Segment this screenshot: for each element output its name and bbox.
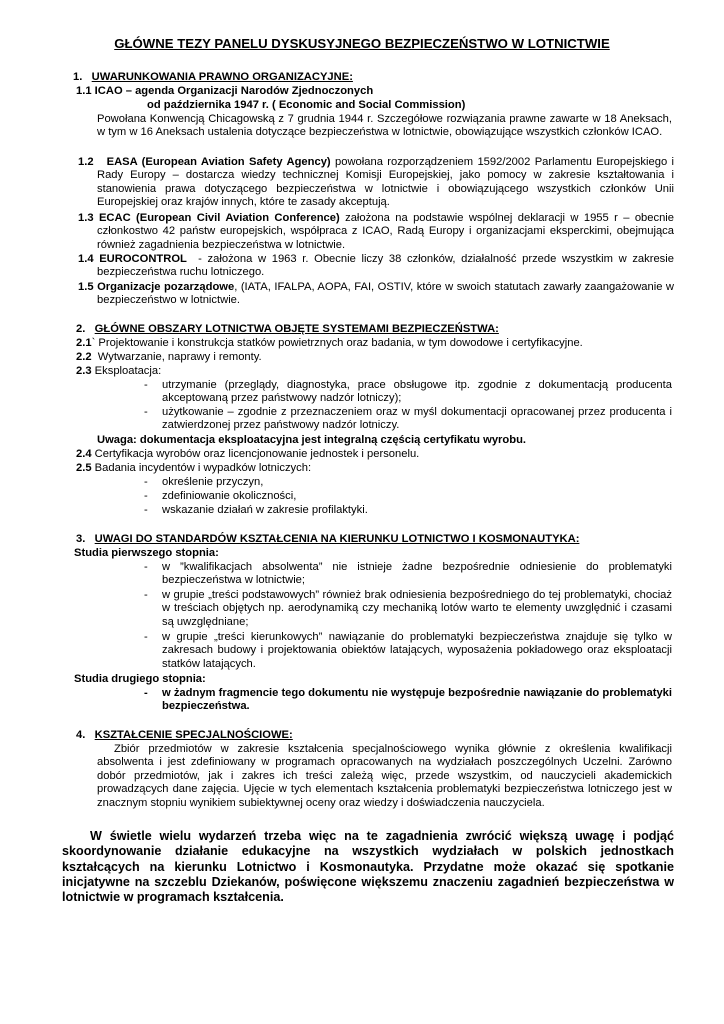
section-2-title: GŁÓWNE OBSZARY LOTNICTWA OBJĘTE SYSTEMAMI BEZPIECZEŃSTWA: xyxy=(94,323,499,335)
note-documentation: Uwaga: dokumentacja eksploatacyjna jest integralną częścią certyfikatu wyrobu. xyxy=(97,434,527,446)
first-degree-dash-2: - w grupie „treści podstawowych” również brak odniesienia bezpośredniego do tej problematyki, chociaż w treściach objętych np. aerodynamiką czy mechaniką lotów warto te elementy uwzględnić i czasami są uwzględniane; xyxy=(144,589,672,628)
second-degree-dash-1: - w żadnym fragmencie tego dokumentu nie występuje bezpośrednie nawiązanie do problematyki bezpieczeństwa. xyxy=(144,687,672,713)
item-2-4: 2.4 Certyfikacja wyrobów oraz licencjonowanie jednostek i personelu. xyxy=(76,448,420,460)
item-2-3-dash-2: - użytkowanie – zgodnie z przeznaczeniem oraz w myśl dokumentacji opracowanej przez producenta i zatwierdzonej przez państwowy nadzór lotniczy. xyxy=(144,406,672,432)
second-degree-heading: Studia drugiego stopnia: xyxy=(74,673,206,685)
first-degree-heading: Studia pierwszego stopnia: xyxy=(74,547,219,559)
item-1-2-text: powołana rozporządzeniem 1592/2002 Parlamentu Europejskiego i Rady Europy – dostarcza wiedzy technicznej Komisji Europejskiej, jako pomocy w zakresie kształtowania i stanowienia prawa dotyczącego bezpieczeństwa w lotnictwie i obowiązującego wszystkich członków Unii Europejskiej oraz krajów innych, które te zasady akceptują. xyxy=(97,156,675,209)
section-2-heading: 2. GŁÓWNE OBSZARY LOTNICTWA OBJĘTE SYSTEMAMI BEZPIECZEŃSTWA: xyxy=(76,323,499,335)
item-1-3-text: założona na podstawie wspólnej deklaracji w 1955 r – obecnie członkostwo 42 państw europejskich, współpraca z ICAO, Radą Europy i organizacjami eksperckimi, obejmująca również zagadnienia bezpieczeństwa w lotnictwie. xyxy=(97,212,675,251)
item-2-5-dash-2: - zdefiniowanie okoliczności, xyxy=(144,490,297,502)
item-1-2: 1.2 EASA (European Aviation Safety Agency) powołana rozporządzeniem 1592/2002 Parlamentu Europejskiego i Rady Europy – dostarcza wiedzy technicznej Komisji Europejskiej, jako pomocy w zakresie kształtowania i stanowienia prawa dotyczącego bezpieczeństwa w lotnictwie i obowiązującego wszystkich członków Unii Europejskiej oraz krajów innych, które te zasady akceptują. xyxy=(78,156,675,209)
item-1-1-heading: 1.1 ICAO – agenda Organizacji Narodów Zjednoczonych xyxy=(76,85,374,97)
item-1-5: 1.5 Organizacje pozarządowe, (IATA, IFALPA, AOPA, FAI, OSTIV, które w swoich statutach zawarły zaangażowanie w bezpieczeństwo w lotnictwie. xyxy=(78,281,674,307)
item-1-3: 1.3 ECAC (European Civil Aviation Conference) założona na podstawie wspólnej deklaracji w 1955 r – obecnie członkostwo 42 państw europejskich, współpraca z ICAO, Radą Europy i organizacjami eksperckimi, obejmująca również zagadnienia bezpieczeństwa w lotnictwie. xyxy=(78,212,675,251)
first-degree-dash-3: - w grupie „treści kierunkowych” nawiązanie do problematyki bezpieczeństwa znajduje się tylko w zakresach budowy i projektowania obiektów latających, wyposażenia pokładowego oraz eksploatacji statków latających. xyxy=(144,631,672,670)
item-1-1-subheading: od października 1947 r. ( Economic and Social Commission) xyxy=(147,99,466,111)
conclusion-paragraph: W świetle wielu wydarzeń trzeba więc na te zagadnienia zwrócić większą uwagę i podjąć skoordynowanie działanie edukacyjne na wszystkich wydziałach w polskich jednostkach kształcących na kierunku Lotnictwo i Kosmonautyka. Przydatne może okazać się spotkanie inicjatywne na szczeblu Dziekanów, poświęcone większemu znaczeniu zagadnień bezpieczeństwa w lotnictwie w programach kształcenia. xyxy=(62,829,674,905)
item-2-2: 2.2 Wytwarzanie, naprawy i remonty. xyxy=(76,351,262,363)
section-3-heading: 3. UWAGI DO STANDARDÓW KSZTAŁCENIA NA KIERUNKU LOTNICTWO I KOSMONAUTYKA: xyxy=(76,533,580,545)
item-1-3-heading: ECAC (European Civil Aviation Conference) xyxy=(98,212,340,224)
item-2-5-dash-1: - określenie przyczyn, xyxy=(144,476,264,488)
page-title: GŁÓWNE TEZY PANELU DYSKUSYJNEGO BEZPIECZEŃSTWO W LOTNICTWIE xyxy=(114,36,610,51)
item-1-4-heading: EUROCONTROL xyxy=(99,253,187,265)
item-2-5-dash-3: - wskazanie działań w zakresie profilaktyki. xyxy=(144,504,368,516)
section-1-title: UWARUNKOWANIA PRAWNO ORGANIZACYJNE: xyxy=(91,71,353,83)
item-1-4: 1.4 EUROCONTROL - założona w 1963 r. Obecnie liczy 38 członków, działalność przede wszystkim w zakresie bezpieczeństwa ruchu lotniczego. xyxy=(78,253,674,279)
item-1-4-text: - założona w 1963 r. Obecnie liczy 38 członków, działalność przede wszystkim w zakresie bezpieczeństwa ruchu lotniczego. xyxy=(97,253,674,279)
first-degree-dash-1: - w ”kwalifikacjach absolwenta” nie istnieje żadne bezpośrednie odniesienie do problematyki bezpieczeństwa w lotnictwie; xyxy=(144,561,672,587)
item-2-5: 2.5 Badania incydentów i wypadków lotniczych: xyxy=(76,462,312,474)
section-3-title: UWAGI DO STANDARDÓW KSZTAŁCENIA NA KIERUNKU LOTNICTWO I KOSMONAUTYKA: xyxy=(94,533,580,545)
item-1-2-heading: EASA (European Aviation Safety Agency) xyxy=(106,156,331,168)
item-1-5-heading: Organizacje pozarządowe xyxy=(97,281,235,293)
section-4-heading: 4. KSZTAŁCENIE SPECJALNOŚCIOWE: xyxy=(76,729,293,741)
item-1-5-text: , (IATA, IFALPA, AOPA, FAI, OSTIV, które w swoich statutach zawarły zaangażowanie w bezpieczeństwo w lotnictwie. xyxy=(97,281,674,307)
item-2-3-dash-1: - utrzymanie (przeglądy, diagnostyka, prace obsługowe itp. zgodnie z dokumentacją producenta akceptowaną przez państwowy nadzór lotniczy); xyxy=(144,379,672,405)
section-1-heading: 1. UWARUNKOWANIA PRAWNO ORGANIZACYJNE: xyxy=(73,71,353,83)
item-1-1-text: Powołana Konwencją Chicagowską z 7 grudnia 1944 r. Szczegółowe rozwiązania prawne zawarte w 18 Aneksach, w tym w 16 Aneksach ustalenia dotyczące bezpieczeństwa w lotnictwie, obowiązujące wszystkich członków ICAO. xyxy=(97,113,672,139)
section-4-text: Zbiór przedmiotów w zakresie kształcenia specjalnościowego wynika głównie z określenia kwalifikacji absolwenta i jest zdefiniowany w programach opracowanych na wydziałach poszczególnych Uczelni. Zarówno dobór przedmiotów, jak i zakres ich treści zależą więc, przede wszystkim, od nauczycieli akademickich prowadzących dane zajęcia. Ujęcie w tych elementach kształcenia problematyki bezpieczeństwa lotniczego jest w znacznym stopniu wynikiem subiektywnej oceny oraz wiedzy i doświadczenia nauczyciela. xyxy=(97,743,672,809)
section-4-title: KSZTAŁCENIE SPECJALNOŚCIOWE: xyxy=(94,729,293,741)
item-2-3: 2.3 Eksploatacja: xyxy=(76,365,162,377)
item-2-1: 2.1` Projektowanie i konstrukcja statków powietrznych oraz badania, w tym dowodowe i certyfikacyjne. xyxy=(76,337,583,349)
